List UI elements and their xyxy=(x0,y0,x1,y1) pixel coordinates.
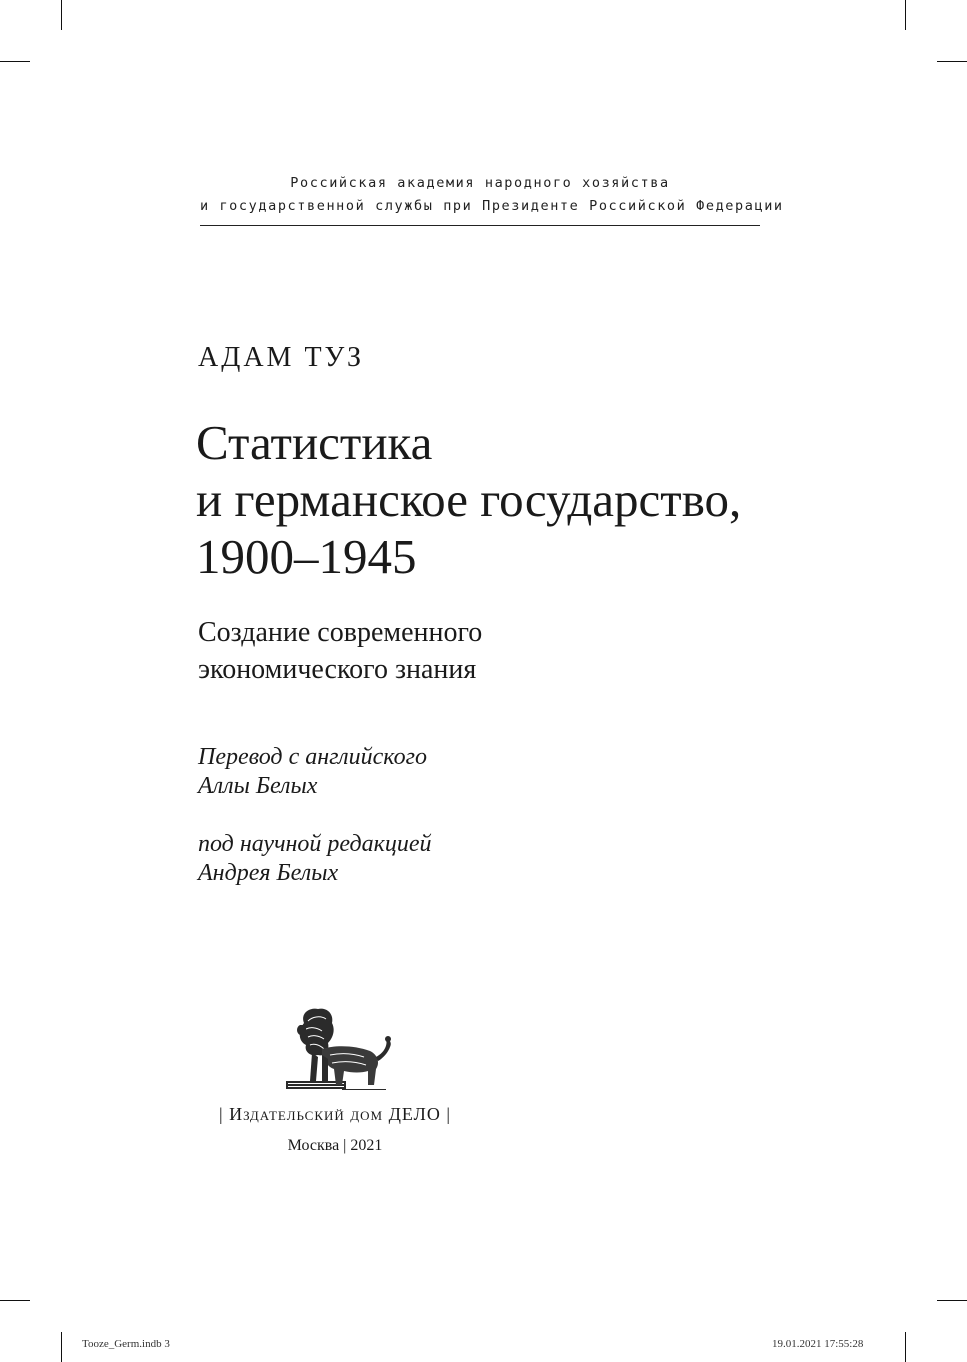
institution-line-2: и государственной службы при Президенте Российской Федерации xyxy=(200,198,784,214)
crop-mark-bottom-right-horizontal xyxy=(937,1300,967,1301)
lion-on-book-icon xyxy=(282,1005,398,1097)
book-subtitle-line-1: Создание современного xyxy=(198,617,483,648)
institution-line-1: Российская академия народного хозяйства xyxy=(290,175,670,191)
crop-mark-bottom-left-vertical xyxy=(61,1332,62,1362)
institution-header xyxy=(200,172,784,218)
crop-mark-top-right-horizontal xyxy=(937,61,967,62)
editor-credit xyxy=(198,830,432,888)
editor-credit-line-2: Андрея Белых xyxy=(198,860,339,886)
crop-mark-top-left-vertical xyxy=(61,0,62,30)
printer-slug-file: Tooze_Germ.indb 3 xyxy=(82,1338,170,1350)
editor-credit-line-1: под научной редакцией xyxy=(198,831,432,857)
book-title-line-3: 1900–1945 xyxy=(196,529,417,584)
book-subtitle xyxy=(198,614,482,688)
book-subtitle-line-2: экономического знания xyxy=(198,654,477,685)
book-title xyxy=(196,414,896,585)
publisher-name-suffix: ДЕЛО | xyxy=(383,1104,451,1124)
printer-slug-timestamp: 19.01.2021 17:55:28 xyxy=(772,1338,864,1350)
crop-mark-top-right-vertical xyxy=(905,0,906,30)
crop-mark-top-left-horizontal xyxy=(0,61,30,62)
author-name: АДАМ ТУЗ xyxy=(198,342,365,373)
translation-credit xyxy=(198,743,427,801)
translation-credit-line-2: Аллы Белых xyxy=(198,773,318,799)
publisher-name xyxy=(150,1104,520,1125)
publication-city-year: Москва | 2021 xyxy=(287,1137,383,1154)
crop-mark-bottom-right-vertical xyxy=(905,1332,906,1362)
crop-mark-bottom-left-horizontal xyxy=(0,1300,30,1301)
publisher-name-smallcaps: Издательский дом xyxy=(229,1104,384,1124)
translation-credit-line-1: Перевод с английского xyxy=(198,744,427,770)
book-title-line-1: Статистика xyxy=(196,415,433,470)
publisher-name-prefix: | xyxy=(219,1104,230,1124)
institution-rule xyxy=(200,225,760,226)
book-title-line-2: и германское государство, xyxy=(196,472,742,527)
